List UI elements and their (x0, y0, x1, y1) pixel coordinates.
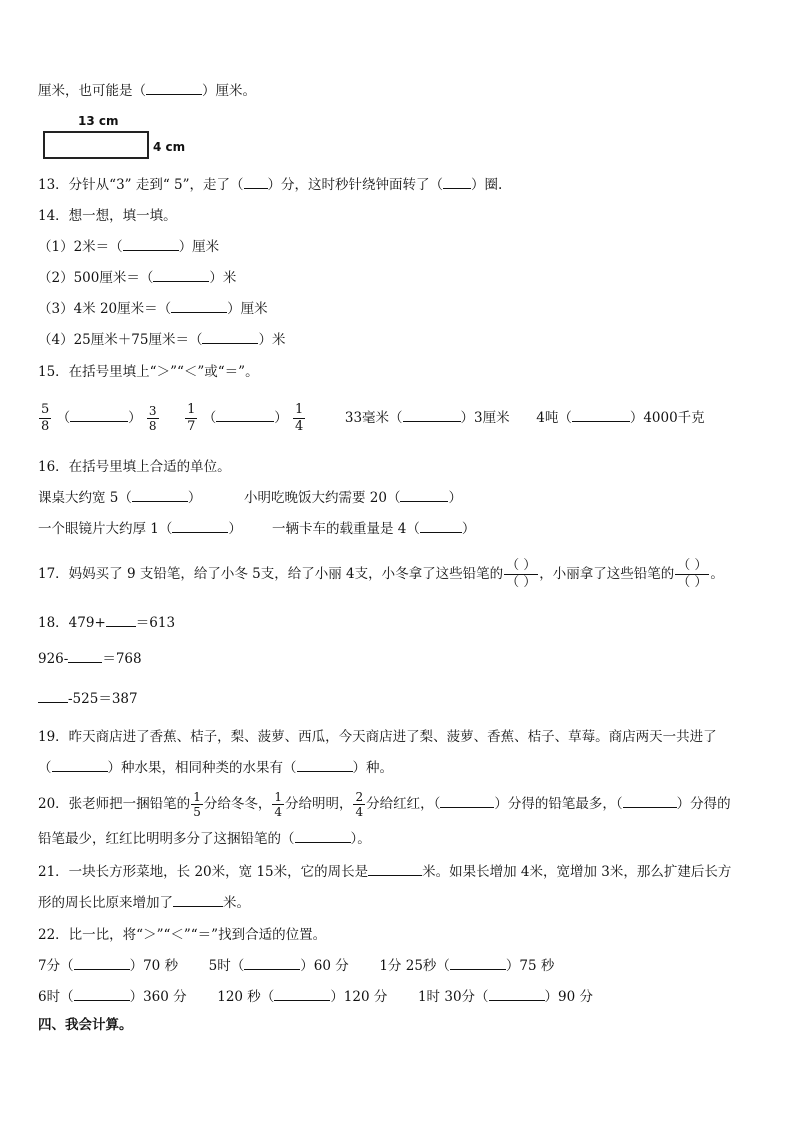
fraction-blank[interactable]: $\frac{( )}{( )}$ (506, 558, 537, 590)
answer-blank[interactable] (368, 862, 422, 876)
question-14-item: （4）25厘米＋75厘米＝（ ）米 (38, 332, 286, 348)
answer-blank[interactable] (623, 794, 677, 808)
answer-blank[interactable] (450, 956, 506, 970)
question-16-row: 小明吃晚饭大约需要 20（ ） (244, 490, 462, 506)
question-18-line1: 18．479+ ＝613 (38, 615, 176, 631)
question-14-item: （1）2米＝（ ）厘米 (38, 239, 220, 255)
answer-blank[interactable] (295, 829, 351, 843)
fraction: $\frac{2}{4}$ (355, 790, 364, 819)
question-18-line2: 926- ＝768 (38, 651, 142, 667)
rect-height-label: 4 cm (153, 140, 186, 154)
answer-blank[interactable] (132, 488, 188, 502)
answer-blank[interactable] (274, 987, 330, 1001)
answer-blank[interactable] (38, 689, 68, 703)
question-20-line2: 铅笔最少，红红比明明多分了这捆铅笔的（ ）。 (38, 831, 371, 847)
answer-blank[interactable] (146, 81, 202, 95)
fraction-blank[interactable]: $\frac{( )}{( )}$ (677, 558, 708, 590)
answer-blank[interactable] (74, 956, 130, 970)
question-19-line1: 19．昨天商店进了香蕉、桔子，梨、菠萝、西瓜，今天商店进了梨、菠萝、香蕉、桔子、草莓。商店两天一共进了 (38, 729, 717, 745)
question-17: 17．妈妈买了 9 支铅笔，给了小冬 5支，给了小丽 4支，小冬拿了这些铅笔的 $\frac{( )}{( )}$ ，小丽拿了这些铅笔的 $\frac{( )}{( )}$ 。 (38, 558, 724, 590)
section-4-heading: 四、我会计算。 (38, 1017, 133, 1033)
q12-tail: 厘米，也可能是（ ）厘米。 (38, 83, 256, 99)
answer-blank[interactable] (52, 758, 108, 772)
fraction: $\frac{1}{7}$ (187, 402, 196, 434)
question-14-item: （3）4米 20厘米＝（ ）厘米 (38, 301, 268, 317)
answer-blank[interactable] (440, 794, 494, 808)
question-15-title: 15．在括号里填上“＞”“＜”或“＝”。 (38, 364, 259, 380)
question-20-line1: 20．张老师把一捆铅笔的 $\frac{1}{5}$ 分给冬冬， $\frac{1}{4}$ 分给明明， $\frac{2}{4}$ 分给红红，（ ）分得的铅笔最多，（ ）分得的 (38, 790, 731, 819)
fraction: $\frac{1}{4}$ (294, 402, 304, 434)
question-16-row: 一辆卡车的载重量是 4（ ） (272, 521, 476, 537)
answer-blank[interactable] (400, 488, 448, 502)
question-21-line2: 形的周长比原来增加了 米。 (38, 895, 250, 911)
question-21-line1: 21．一块长方形菜地，长 20米，宽 15米，它的周长是 米。如果长增加 4米，宽增加 3米，那么扩建后长方 (38, 864, 732, 880)
fraction: $\frac{1}{4}$ (274, 790, 282, 819)
answer-blank[interactable] (244, 956, 300, 970)
answer-blank[interactable] (443, 175, 471, 189)
question-16-row: 课桌大约宽 5（ ） (38, 490, 202, 506)
answer-blank[interactable] (173, 893, 223, 907)
question-15-comparisons: $\frac{5}{8}$ （ ） $\frac{3}{8}$ $\frac{1}{7}$ （ ） $\frac{1}{4}$ 33毫米（ ）3厘米 4吨（ ）4000千克 (41, 402, 705, 434)
answer-blank[interactable] (172, 519, 228, 533)
rect-width-label: 13 cm (78, 114, 119, 128)
answer-blank[interactable] (70, 408, 128, 422)
answer-blank[interactable] (153, 268, 209, 282)
answer-blank[interactable] (202, 330, 258, 344)
answer-blank[interactable] (171, 299, 227, 313)
question-16-row: 一个眼镜片大约厚 1（ ） (38, 521, 242, 537)
answer-blank[interactable] (244, 175, 268, 189)
answer-blank[interactable] (297, 758, 353, 772)
question-14-title: 14．想一想，填一填。 (38, 208, 177, 224)
answer-blank[interactable] (106, 613, 136, 627)
question-14-item: （2）500厘米＝（ ）米 (38, 270, 237, 286)
answer-blank[interactable] (123, 237, 179, 251)
answer-blank[interactable] (216, 408, 274, 422)
fraction: $\frac{3}{8}$ (148, 404, 157, 433)
question-19-line2: （ ）种水果，相同种类的水果有（ ）种。 (38, 760, 393, 776)
question-22-row2: 6时（ ）360 分 120 秒（ ）120 分 1时 30分（ ）90 分 (38, 989, 594, 1005)
question-16-title: 16．在括号里填上合适的单位。 (38, 459, 231, 475)
answer-blank[interactable] (403, 408, 461, 422)
fraction: $\frac{1}{5}$ (193, 790, 201, 819)
question-22-row1: 7分（ ）70 秒 5时（ ）60 分 1分 25秒（ ）75 秒 (38, 958, 555, 974)
fraction: $\frac{5}{8}$ (41, 402, 50, 434)
question-22-title: 22．比一比，将“＞”“＜”“＝”找到合适的位置。 (38, 927, 327, 943)
answer-blank[interactable] (489, 987, 545, 1001)
rectangle-figure (43, 131, 149, 159)
answer-blank[interactable] (420, 519, 462, 533)
question-13: 13．分针从“3” 走到“ 5”，走了（ ）分，这时秒针绕钟面转了（ ）圈. (38, 177, 503, 193)
answer-blank[interactable] (572, 408, 630, 422)
question-18-line3: -525＝387 (38, 689, 138, 709)
answer-blank[interactable] (68, 649, 102, 663)
answer-blank[interactable] (74, 987, 130, 1001)
